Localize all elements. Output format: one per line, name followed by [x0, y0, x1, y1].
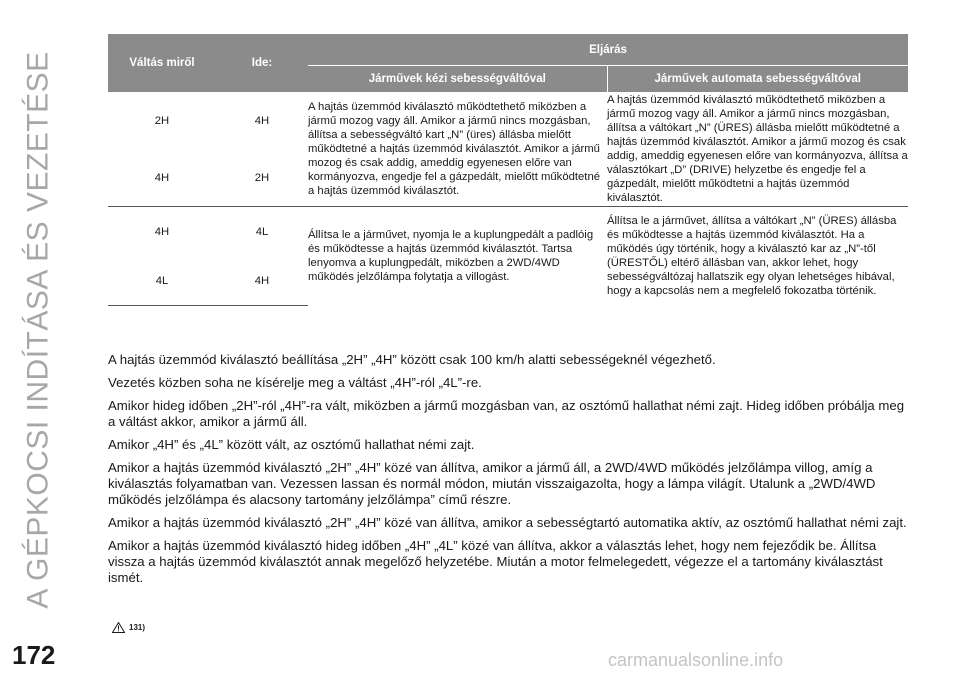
- header-from: Váltás miről: [108, 34, 216, 92]
- watermark: carmanualsonline.info: [608, 650, 784, 670]
- paragraph: Amikor a hajtás üzemmód kiválasztó „2H” „4H” közé van állítva, amikor a jármű áll, a 2WD/4WD működés jelzőlámpa villog, amíg a kiválasztás folyamatban van. Vezessen lassan és normál módon, miután visszaigazolta, hogy a lámpa világít. Utalunk a „2WD/4WD működés jelzőlámpa és alacsony tartomány jelzőlámpa” című részre.: [108, 460, 876, 507]
- paragraph: A hajtás üzemmód kiválasztó beállítása „2H” „4H” között csak 100 km/h alatti sebességeknél végezhető.: [108, 352, 716, 367]
- section-side-title: [2, 20, 76, 640]
- row-from: 4H: [154, 171, 170, 184]
- procedure-table: [108, 34, 908, 306]
- warning-triangle-icon: [112, 622, 125, 633]
- header-manual: Járművek kézi sebességváltóval: [308, 66, 607, 93]
- row-to: 4L: [216, 207, 308, 257]
- paragraph: Amikor a hajtás üzemmód kiválasztó hideg időben „4H” „4L” közé van állítva, akkor a választás lehet, hogy nem fejeződik be. Állítsa vissza a hajtás üzemmód kiválasztót annak megelőző helyzetébe. Miután a motor felmelegedett, végezze el a tartomány kiválasztást ismét.: [108, 538, 883, 585]
- row-from: 4L: [108, 256, 216, 306]
- warning-note: [112, 622, 145, 633]
- manual-procedure: Állítsa le a járművet, nyomja le a kuplungpedált a padlóig és működtesse a hajtás üzemmód kiválasztót. Tartsa lenyomva a kuplungpedált, miközben a 2WD/4WD működés jelzőlámpa folytatja a villogást.: [308, 207, 607, 306]
- automatic-procedure: A hajtás üzemmód kiválasztó működtethető miközben a jármű mozog vagy áll. Amikor a jármű nincs mozgásban, állítsa a váltókart „N” (ÜRES) állásba mielőtt működtetné a hajtás üzemmód kiválasztót. Amikor a jármű mozog és csak addig, ameddig egyenesen előre van kormányozva, állítsa a választókart „D” (DRIVE) helyzetbe és engedje fel a gázpedált, mielőtt működtetni a hajtás üzemmód kiválasztót.: [607, 94, 908, 204]
- row-from: 4H: [108, 207, 216, 257]
- paragraph: Vezetés közben soha ne kísérelje meg a váltást „4H”-ról „4L”-re.: [108, 375, 482, 390]
- automatic-procedure: Állítsa le a járművet, állítsa a váltókart „N” (ÜRES) állásba és működtesse a hajtás üzemmód kiválasztót. Ha a működés úgy történik, hogy a kiválasztó kar az „N”-től (ÜRESTŐL) eltérő állásban van, akkor lehet, hogy sebességváltózaj hallatszik egy olyan lehetséges hibával, hogy a kapcsolás nem a megfelelő fokozatba történik.: [607, 207, 908, 306]
- table-row: [108, 92, 908, 149]
- paragraph: Amikor „4H” és „4L” között vált, az osztómű hallathat némi zajt.: [108, 437, 475, 452]
- row-to: 2H: [254, 171, 270, 184]
- header-automatic: Járművek automata sebességváltóval: [607, 66, 908, 93]
- warning-note-ref: 131): [129, 623, 146, 632]
- page-number: 172: [12, 640, 56, 670]
- paragraph: Amikor a hajtás üzemmód kiválasztó „2H” „4H” közé van állítva, amikor a sebességtartó automatika aktív, az osztómű hallathat némi zajt.: [108, 515, 907, 530]
- header-procedure: Eljárás: [308, 34, 908, 66]
- row-to: 4H: [216, 256, 308, 306]
- table-row: [108, 207, 908, 257]
- section-side-title-text: A GÉPKOCSI INDÍTÁSA ÉS VEZETÉSE: [22, 51, 55, 609]
- header-to: Ide:: [216, 34, 308, 92]
- manual-procedure: A hajtás üzemmód kiválasztó működtethető miközben a jármű mozog vagy áll. Amikor a jármű nincs mozgásban, állítsa a sebességváltó kart „N” (üres) állásba mielőtt működtetné a hajtás üzemmód kiválasztót. Amikor a jármű mozog és csak addig, ameddig egyenesen előre van kormányozva, engedje fel a gázpedált, mielőtt működtetné a hajtás üzemmód kiválasztót.: [308, 101, 601, 197]
- row-to: 4H: [254, 114, 270, 127]
- row-from: 2H: [154, 114, 170, 127]
- paragraph: Amikor hideg időben „2H”-ról „4H”-ra vált, miközben a jármű mozgásban van, az osztómű hallathat némi zajt. Hideg időben próbálja meg a váltást akkor, amikor a jármű áll.: [108, 398, 905, 429]
- body-text: [108, 352, 910, 593]
